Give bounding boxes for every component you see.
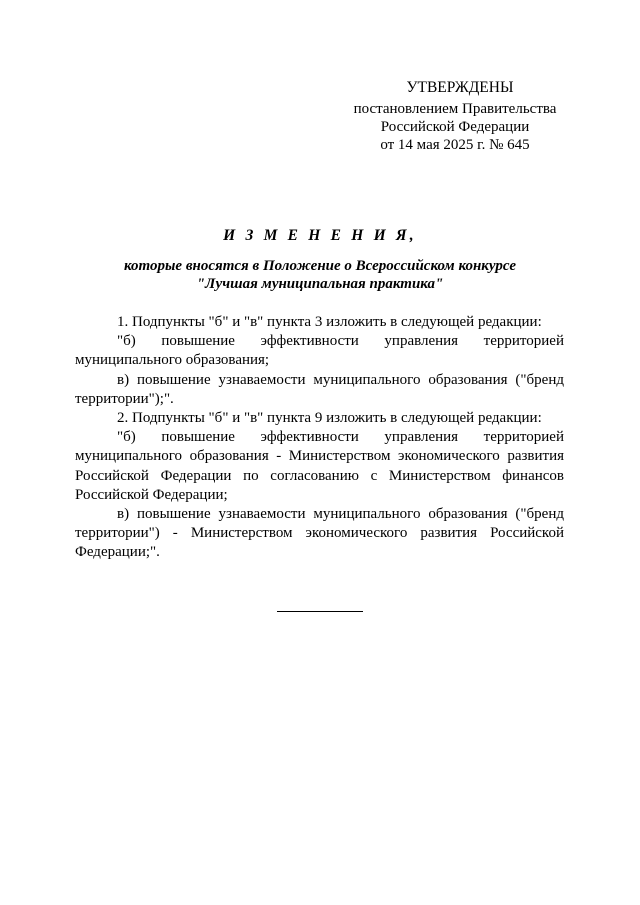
paragraph-item-2-v: в) повышение узнаваемости муниципального образования ("бренд территории") - Министерством экономического развития Российской Федерации;".	[75, 506, 564, 561]
document-subtitle-line-2: "Лучшая муниципальная практика"	[196, 276, 444, 292]
approval-line-decree: постановлением Правительства	[353, 101, 557, 117]
approval-line-government: Российской Федерации	[380, 119, 530, 135]
document-subtitle	[60, 257, 580, 293]
document-subtitle-line-1: которые вносятся в Положение о Всероссийском конкурсе	[124, 258, 516, 274]
document-title-block	[60, 227, 580, 293]
approved-label: УТВЕРЖДЕНЫ	[406, 79, 514, 96]
end-separator-line	[277, 611, 363, 612]
paragraph-item-2: 2. Подпункты "б" и "в" пункта 9 изложить в следующей редакции:	[117, 410, 542, 427]
approval-line-date-number: от 14 мая 2025 г. № 645	[380, 137, 530, 153]
paragraph-item-1-v: в) повышение узнаваемости муниципального образования ("бренд территории");".	[75, 371, 564, 407]
document-heading: И З М Е Н Е Н И Я,	[223, 227, 417, 244]
paragraph-item-1: 1. Подпункты "б" и "в" пункта 3 изложить в следующей редакции:	[117, 314, 542, 330]
paragraph-item-1-b: "б) повышение эффективности управления территорией муниципального образования;	[75, 333, 564, 369]
paragraph-item-2-b: "б) повышение эффективности управления территорией муниципального образования - Министерством экономического развития Российской Федерации по согласованию с Министерством финансов Российской Федерации;	[75, 429, 564, 503]
document-body	[75, 313, 564, 563]
approval-stamp-block	[330, 79, 580, 154]
